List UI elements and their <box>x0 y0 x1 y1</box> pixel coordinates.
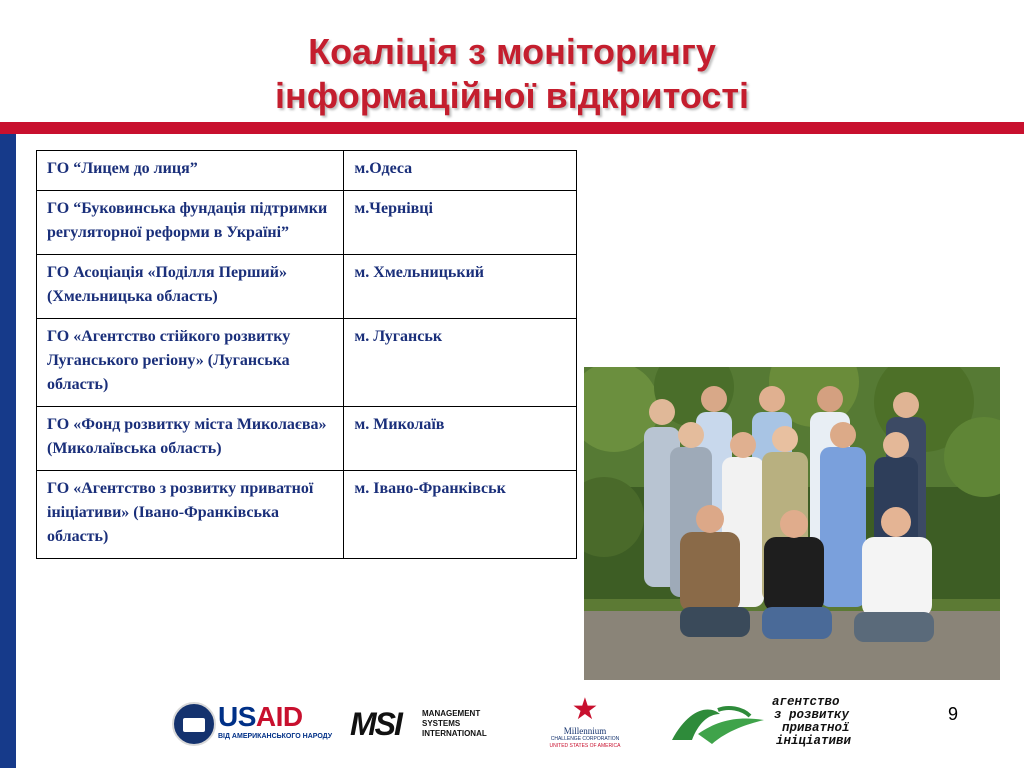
organization-cell: ГО «Агентство стійкого розвитку Луганського регіону» (Луганська область) <box>37 319 344 407</box>
organization-cell: ГО «Агентство з розвитку приватної ініціативи» (Івано-Франківська область) <box>37 471 344 559</box>
table-row <box>37 151 577 191</box>
msi-text-line-2: SYSTEMS <box>422 719 461 728</box>
millennium-challenge-logo <box>540 694 630 762</box>
agency-swoosh-icon <box>668 700 768 748</box>
slide-title <box>0 30 1024 118</box>
organization-cell: ГО «Фонд розвитку міста Миколаєва» (Миколаївська область) <box>37 407 344 471</box>
city-cell: м.Чернівці <box>344 191 577 255</box>
agency-text-line-4: ініціативи <box>776 734 852 748</box>
slide-title-line-2: інформаційної відкритості <box>274 75 750 116</box>
agency-text-line-2: з розвитку <box>774 708 850 722</box>
msi-text-line-3: INTERNATIONAL <box>422 729 487 738</box>
city-cell: м. Луганськ <box>344 319 577 407</box>
city-cell: м. Івано-Франківськ <box>344 471 577 559</box>
group-photo-illustration <box>584 367 1000 680</box>
table-row <box>37 407 577 471</box>
star-icon: ★ <box>571 693 599 726</box>
msi-logo <box>350 706 500 744</box>
table-row <box>37 319 577 407</box>
table-row <box>37 255 577 319</box>
usaid-subtitle: ВІД АМЕРИКАНСЬКОГО НАРОДУ <box>218 733 333 740</box>
red-divider-bar <box>0 122 1024 134</box>
msi-text-line-1: MANAGEMENT <box>422 709 481 718</box>
msi-text <box>422 709 487 739</box>
usaid-wordmark-aid: AID <box>255 701 303 732</box>
millennium-name: Millennium <box>563 726 607 736</box>
private-initiative-agency-logo <box>668 696 858 754</box>
table-row <box>37 191 577 255</box>
coalition-table <box>36 150 577 559</box>
agency-text <box>772 696 851 748</box>
city-cell: м.Одеса <box>344 151 577 191</box>
organization-cell: ГО “Буковинська фундація підтримки регуляторної реформи в Україні” <box>37 191 344 255</box>
millennium-subtitle: CHALLENGE CORPORATION <box>550 736 620 742</box>
organization-cell: ГО Асоціація «Поділля Перший» (Хмельницька область) <box>37 255 344 319</box>
usaid-logo <box>172 700 333 748</box>
city-cell: м. Хмельницький <box>344 255 577 319</box>
usaid-wordmark-us: US <box>218 701 256 732</box>
table-row <box>37 471 577 559</box>
usaid-wordmark <box>218 702 303 732</box>
millennium-subtitle-2: UNITED STATES OF AMERICA <box>549 743 621 749</box>
usaid-seal-icon <box>172 702 216 746</box>
group-photo <box>584 367 1000 680</box>
city-cell: м. Миколаїв <box>344 407 577 471</box>
page-number: 9 <box>948 704 959 724</box>
agency-text-line-3: приватної <box>782 721 850 735</box>
msi-mark: MSI <box>350 706 401 742</box>
blue-side-bar <box>0 134 16 768</box>
slide-title-line-1: Коаліція з моніторингу <box>308 31 716 72</box>
organization-cell: ГО “Лицем до лиця” <box>37 151 344 191</box>
agency-text-line-1: агентство <box>772 695 840 709</box>
